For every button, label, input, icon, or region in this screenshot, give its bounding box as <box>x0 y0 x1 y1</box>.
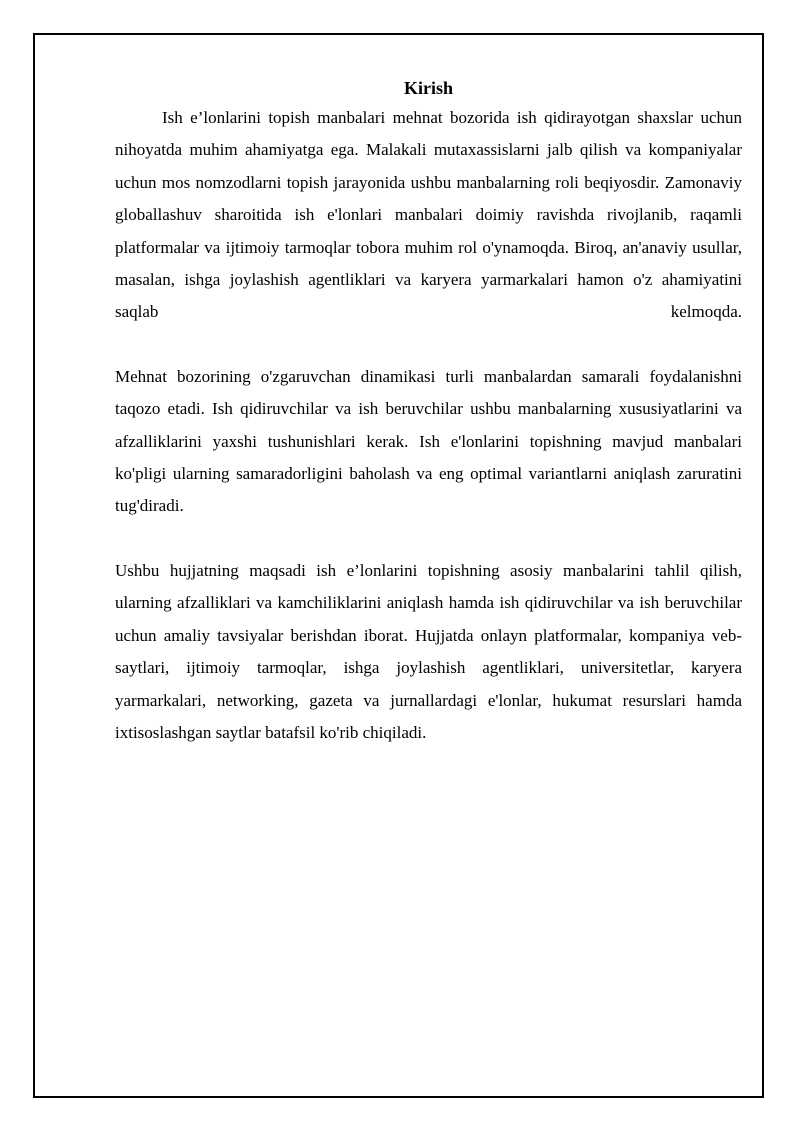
document-title: Kirish <box>403 78 453 98</box>
paragraph-dynamics: Mehnat bozorining o'zgaruvchan dinamikasi turli manbalardan samarali foydalanishni taqozo etadi. Ish qidiruvchilar va ish beruvchilar ushbu manbalarning xususiyatlarini va afzalliklarini yaxshi tushunishlari kerak. Ish e'lonlarini topishning mavjud manbalari ko'pligi ularning samaradorligini baholash va eng optimal variantlarni aniqlash zaruratini tug'diradi. <box>115 366 742 516</box>
paragraph-purpose: Ushbu hujjatning maqsadi ish e’lonlarini topishning asosiy manbalarini tahlil qilish, ularning afzalliklari va kamchiliklarini aniqlash hamda ish qidiruvchilar va ish beruvchilar uchun amaliy tavsiyalar berishdan iborat. Hujjatda onlayn platformalar, kompaniya veb-saytlari, ijtimoiy tarmoqlar, ishga joylashish agentliklari, universitetlar, karyera yarmarkalari, networking, gazeta va jurnallardagi e'lonlar, hukumat resurslari hamda ixtisoslashgan saytlar batafsil ko'rib chiqiladi. <box>115 560 742 742</box>
document-body <box>115 76 742 749</box>
paragraph-spacer <box>115 523 742 555</box>
paragraph-intro: Ish e’lonlarini topish manbalari mehnat bozorida ish qidirayotgan shaxslar uchun nihoyatda muhim ahamiyatga ega. Malakali mutaxassislarni jalb qilish va kompaniyalar uchun mos nomzodlarni topish jarayonida ushbu manbalarning roli beqiyosdir. Zamonaviy globallashuv sharoitida ish e'lonlari manbalari doimiy ravishda rivojlanib, raqamli platformalar va ijtimoiy tarmoqlar tobora muhim rol o'ynamoqda. Biroq, an'anaviy usullar, masalan, ishga joylashish agentliklari va karyera yarmarkalari hamon o'z ahamiyatini saqlab kelmoqda. <box>115 108 742 322</box>
paragraph-spacer <box>115 329 742 361</box>
